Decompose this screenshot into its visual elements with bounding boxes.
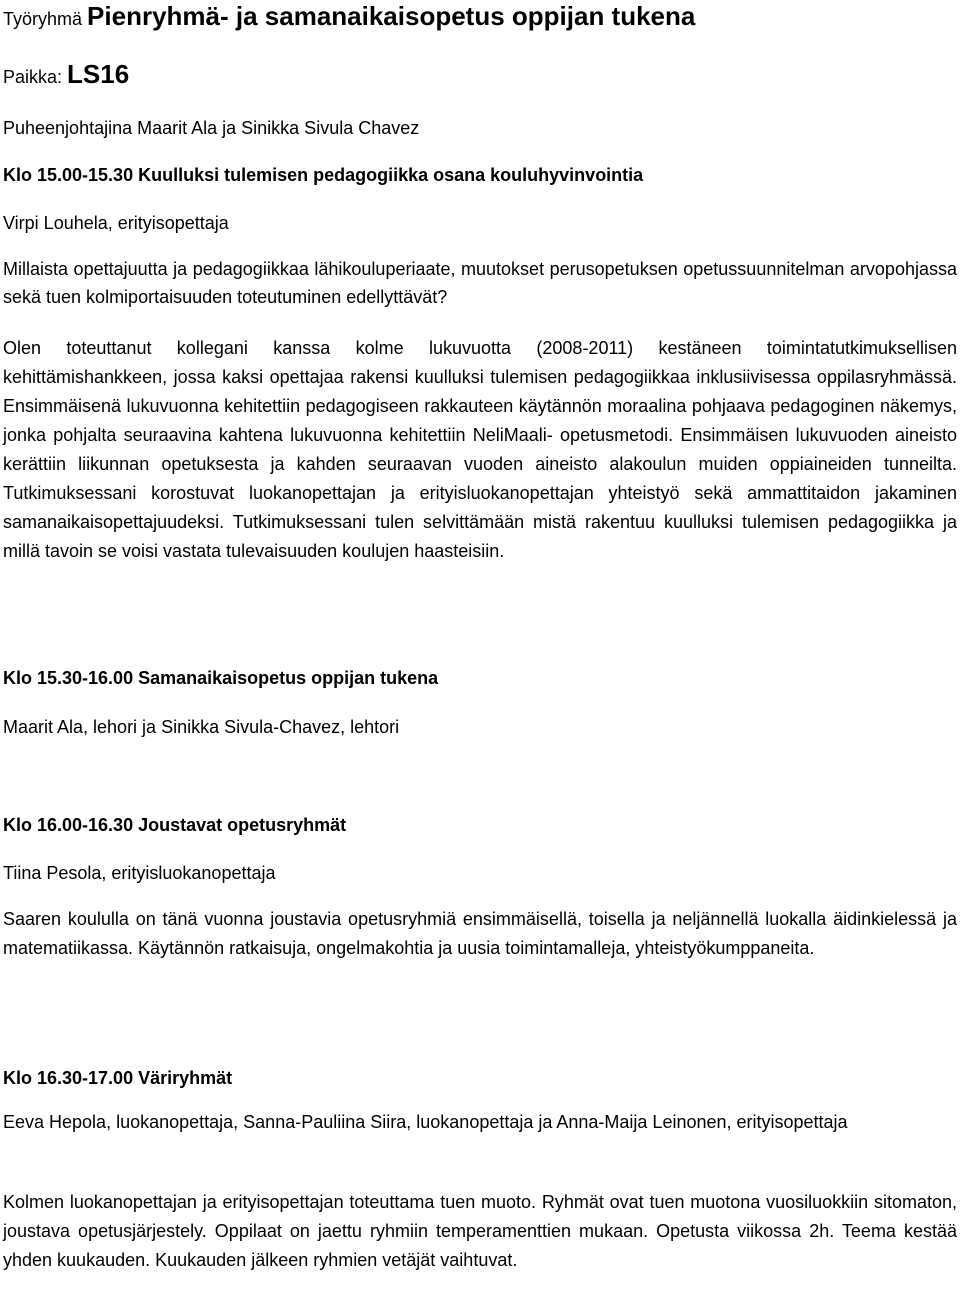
place-line	[3, 60, 129, 91]
session3-speaker: Tiina Pesola, erityisluokanopettaja	[3, 863, 276, 883]
workgroup-title: Pienryhmä- ja samanaikaisopetus oppijan tukena	[87, 1, 696, 31]
session2-speaker: Maarit Ala, lehori ja Sinikka Sivula-Chavez, lehtori	[3, 717, 400, 737]
session1-question	[3, 255, 957, 311]
session4-body-text: Kolmen luokanopettajan ja erityisopettajan toteuttama tuen muoto. Ryhmät ovat tuen muotona vuosiluokkiin sitomaton, joustava opetusjärjestely. Oppilaat on jaettu ryhmiin temperamenttien mukaan. Opetusta viikossa 2h. Teema kestää yhden kuukauden. Kuukauden jälkeen ryhmien vetäjät vaihtuvat.	[3, 1192, 957, 1270]
place-prefix: Paikka:	[3, 67, 63, 87]
session4-speaker-text: Eeva Hepola, luokanopettaja, Sanna-Pauliina Siira, luokanopettaja ja Anna-Maija Leinonen, erityisopettaja	[3, 1112, 848, 1132]
session4-body	[3, 1188, 957, 1275]
session3-heading: Klo 16.00-16.30 Joustavat opetusryhmät	[3, 815, 347, 835]
session4-speaker	[3, 1108, 957, 1137]
session1-body	[3, 334, 957, 566]
session2-heading: Klo 15.30-16.00 Samanaikaisopetus oppijan tukena	[3, 668, 439, 688]
session1-heading: Klo 15.00-15.30 Kuulluksi tulemisen pedagogiikka osana kouluhyvinvointia	[3, 165, 644, 185]
session3-body	[3, 905, 957, 963]
chairs-text: Puheenjohtajina Maarit Ala ja Sinikka Sivula Chavez	[3, 118, 420, 138]
session3-body-text: Saaren koululla on tänä vuonna joustavia opetusryhmiä ensimmäisellä, toisella ja neljännellä luokalla äidinkielessä ja matematiikassa. Käytännön ratkaisuja, ongelmakohtia ja uusia toimintamalleja, yhteistyökumppaneita.	[3, 909, 957, 958]
session4-heading: Klo 16.30-17.00 Väriryhmät	[3, 1068, 233, 1088]
workgroup-prefix: Työryhmä	[3, 9, 83, 29]
place-value: LS16	[67, 59, 130, 89]
session1-body-text: Olen toteuttanut kollegani kanssa kolme lukuvuotta (2008-2011) kestäneen toimintatutkimuksellisen kehittämishankkeen, jossa kaksi opettajaa rakensi kuulluksi tulemisen pedagogiikkaa inklusiivisessa oppilasryhmässä. Ensimmäisenä lukuvuonna kehitettiin pedagogiseen rakkauteen käytännön moraalina pohjaava pedagoginen näkemys, jonka pohjalta seuraavina kahtena lukuvuonna kehitettiin NeliMaali- opetusmetodi. Ensimmäisen lukuvuoden aineisto kerättiin liikunnan opetuksesta ja kahden seuraavan vuoden aineisto alakoulun muiden oppiaineiden tunneilta. Tutkimuksessani korostuvat luokanopettajan ja erityisluokanopettajan yhteistyö sekä ammattitaidon jakaminen samanaikaisopettajuudeksi. Tutkimuksessani tulen selvittämään mistä rakentuu kuulluksi tulemisen pedagogiikka ja millä tavoin se voisi vastata tulevaisuuden koulujen haasteisiin.	[3, 338, 957, 561]
session1-speaker: Virpi Louhela, erityisopettaja	[3, 213, 229, 233]
session1-question-text: Millaista opettajuutta ja pedagogiikkaa lähikouluperiaate, muutokset perusopetuksen opetussuunnitelman arvopohjassa sekä tuen kolmiportaisuuden toteutuminen edellyttävät?	[3, 259, 957, 307]
workgroup-title-line	[3, 2, 695, 33]
